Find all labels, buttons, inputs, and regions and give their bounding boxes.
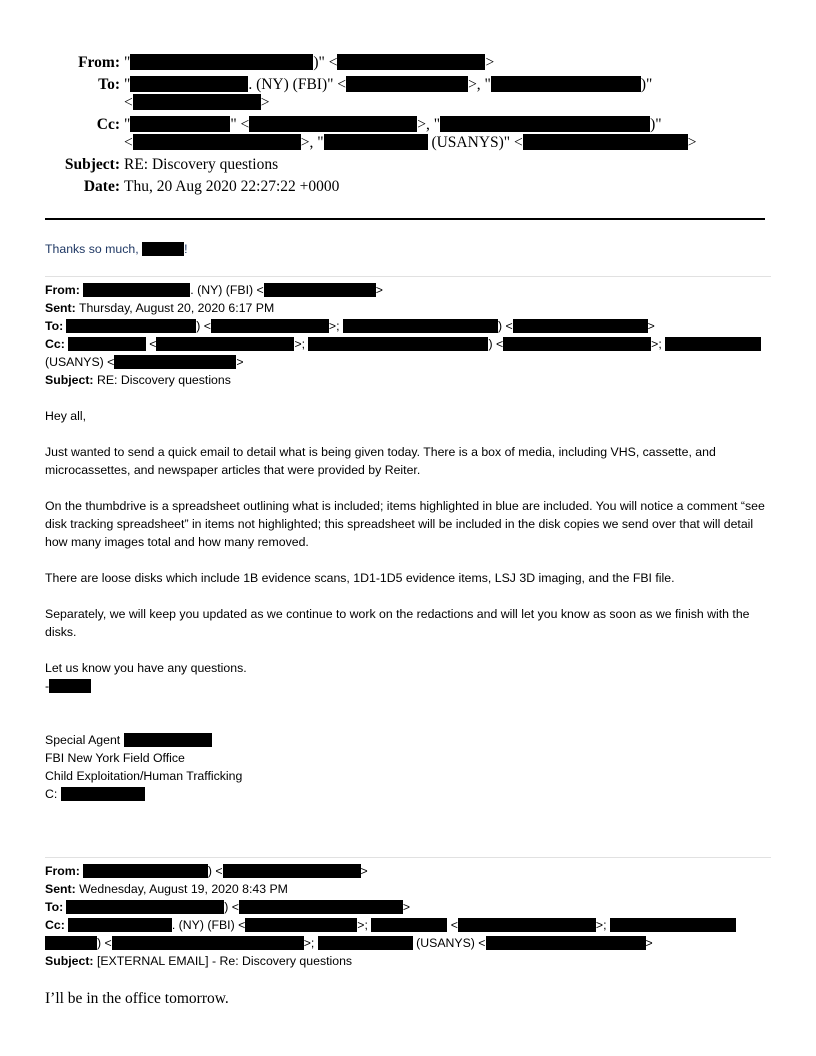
msg1-subject-row xyxy=(45,371,231,389)
redaction-block xyxy=(610,918,736,932)
msg1-greeting: Hey all, xyxy=(45,409,87,423)
header-subject-value: RE: Discovery questions xyxy=(124,156,279,173)
redaction-block xyxy=(308,337,488,351)
msg1-sent-value: Thursday, August 20, 2020 6:17 PM xyxy=(78,301,275,315)
redaction-block xyxy=(83,283,190,297)
redaction-block xyxy=(249,116,417,132)
redaction-block xyxy=(523,134,688,150)
msg2-body: I’ll be in the office tomorrow. xyxy=(45,990,229,1007)
redaction-block xyxy=(458,918,596,932)
msg2-subject-value: [EXTERNAL EMAIL] - Re: Discovery questions xyxy=(96,954,353,968)
redaction-block xyxy=(114,355,236,369)
header-cc-row-2: < >, " (USANYS)" < > xyxy=(124,134,697,151)
msg2-subject-row xyxy=(45,952,352,970)
msg1-paragraph-1: Just wanted to send a quick email to detail what is being given today. There is a box of media, including VHS, cassette, and microcassettes, and newspaper articles that were provided by Reiter. xyxy=(45,445,716,477)
msg1-paragraph-4: Separately, we will keep you updated as we continue to work on the redactions and will let you know as soon as we finish with the disks. xyxy=(45,607,750,639)
redaction-block xyxy=(130,76,248,92)
header-from-label: From: xyxy=(78,54,120,71)
msg2-subject-label: Subject: xyxy=(45,954,94,968)
msg2-sent-value: Wednesday, August 19, 2020 8:43 PM xyxy=(79,882,288,896)
redaction-block xyxy=(371,918,447,932)
redaction-block xyxy=(156,337,294,351)
redaction-block xyxy=(124,733,212,747)
msg2-to-row: To: ) < > xyxy=(45,900,411,914)
msg2-sent-label: Sent: xyxy=(45,882,76,896)
signature-office: FBI New York Field Office xyxy=(45,751,185,765)
redaction-block xyxy=(665,337,761,351)
header-cc-label: Cc: xyxy=(96,116,120,133)
msg1-sent-label: Sent: xyxy=(45,301,76,315)
msg2-cc-label: Cc: xyxy=(45,918,65,932)
redaction-block xyxy=(346,76,468,92)
redaction-block xyxy=(130,54,313,70)
msg1-subject-value: RE: Discovery questions xyxy=(96,373,231,387)
redaction-block xyxy=(491,76,641,92)
msg2-cc-row: Cc: . (NY) (FBI) < >; < >; xyxy=(45,916,736,934)
redaction-block xyxy=(66,900,224,914)
msg1-paragraph-3: There are loose disks which include 1B evidence scans, 1D1-1D5 evidence items, LSJ 3D imaging, and the FBI file. xyxy=(45,571,675,585)
msg2-from-label: From: xyxy=(45,864,80,878)
redaction-block xyxy=(486,936,646,950)
msg2-sent-row xyxy=(45,880,288,898)
msg1-signoff: - xyxy=(45,677,91,695)
redaction-block xyxy=(130,116,230,132)
redaction-block xyxy=(49,679,91,693)
redaction-block xyxy=(68,337,146,351)
msg1-to-row: To: ) < >; ) < > xyxy=(45,319,655,333)
redaction-block xyxy=(513,319,648,333)
redaction-block xyxy=(68,918,172,932)
message-divider xyxy=(45,857,771,858)
msg1-subject-label: Subject: xyxy=(45,373,94,387)
redaction-block xyxy=(61,787,145,801)
redaction-block xyxy=(343,319,498,333)
header-divider xyxy=(45,218,765,220)
redaction-block xyxy=(133,134,301,150)
redaction-block xyxy=(324,134,428,150)
redaction-block xyxy=(83,864,208,878)
redaction-block xyxy=(318,936,413,950)
reply-thanks: Thanks so much, ! xyxy=(45,242,188,256)
redaction-block xyxy=(45,936,97,950)
header-to-row-2: < > xyxy=(124,94,270,111)
signature-cell: C: xyxy=(45,785,145,803)
msg1-cc-row: Cc: < >; ) < >; xyxy=(45,335,761,353)
redaction-block xyxy=(223,864,361,878)
redaction-block xyxy=(245,918,357,932)
msg2-from-row: From: ) < > xyxy=(45,864,368,878)
redaction-block xyxy=(133,94,261,110)
msg2-to-label: To: xyxy=(45,900,64,914)
header-date-value: Thu, 20 Aug 2020 22:27:22 +0000 xyxy=(124,178,340,195)
msg1-paragraph-2: On the thumbdrive is a spreadsheet outlining what is included; items highlighted in blue are included. You will notice a comment “see disk tracking spreadsheet” in items not highlighted; this spreadsheet will be included in the disk copies we send over that will detail how many images total and how many removed. xyxy=(45,499,765,549)
redaction-block xyxy=(264,283,376,297)
msg1-sent-row xyxy=(45,299,274,317)
header-date-label: Date: xyxy=(83,178,120,195)
redaction-block xyxy=(142,242,184,256)
redaction-block xyxy=(239,900,403,914)
redaction-block xyxy=(440,116,650,132)
redaction-block xyxy=(112,936,304,950)
msg1-from-row: From: . (NY) (FBI) < > xyxy=(45,283,383,297)
redaction-block xyxy=(66,319,196,333)
msg2-cc-row-2: ) < >; (USANYS) < > xyxy=(45,934,653,952)
signature-unit: Child Exploitation/Human Trafficking xyxy=(45,769,243,783)
redaction-block xyxy=(503,337,651,351)
msg1-cc-row-2: (USANYS) < > xyxy=(45,355,244,369)
header-subject-label: Subject: xyxy=(64,156,120,173)
message-divider xyxy=(45,276,771,277)
redaction-block xyxy=(211,319,329,333)
msg1-cc-label: Cc: xyxy=(45,337,65,351)
header-to-label: To: xyxy=(98,76,120,93)
msg1-paragraph-5: Let us know you have any questions. xyxy=(45,661,247,675)
redaction-block xyxy=(337,54,485,70)
msg1-to-label: To: xyxy=(45,319,64,333)
signature-title: Special Agent xyxy=(45,731,212,749)
msg1-from-label: From: xyxy=(45,283,80,297)
